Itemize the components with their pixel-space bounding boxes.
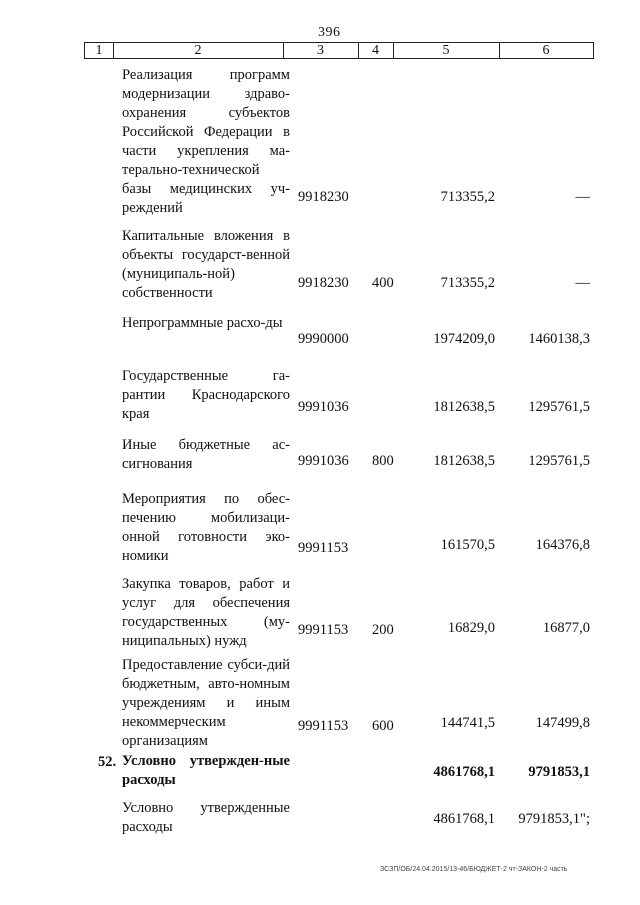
row-description: Государственные га-рантии Краснодарского края	[122, 368, 290, 422]
header-col-6: 6	[542, 43, 550, 58]
row-code: 9991153	[298, 540, 349, 556]
header-col-4: 4	[372, 43, 379, 58]
row-code: 9991153	[298, 622, 349, 638]
row-description: Иные бюджетные ас-сигнования	[122, 437, 290, 472]
row-year2-value: 1460138,3	[528, 331, 590, 347]
row-year2-value: 147499,8	[535, 715, 590, 731]
row-year1-value: 4861768,1	[433, 811, 495, 827]
table-row	[0, 575, 640, 655]
row-year2-value: 1295761,5	[528, 399, 590, 415]
row-year1-value: 1812638,5	[433, 453, 495, 469]
page-number: 396	[318, 25, 341, 40]
row-code: 9990000	[298, 331, 349, 347]
row-year1-value: 713355,2	[440, 189, 495, 205]
table-row	[0, 799, 640, 844]
row-expense-type: 800	[372, 453, 394, 469]
footer-file-path: ЗСЗП/ОБ/24.04.2015/13-46/БЮДЖЕТ-2 чт-ЗАКОН-2 часть	[380, 866, 568, 873]
row-description: Условно утвержденные расходы	[122, 800, 290, 835]
row-expense-type: 600	[372, 718, 394, 734]
row-number: 52.	[98, 754, 117, 770]
table-row	[0, 752, 640, 797]
row-year2-value: —	[575, 189, 590, 205]
row-year1-value: 1812638,5	[433, 399, 495, 415]
row-year2-value: 164376,8	[535, 537, 590, 553]
row-year1-value: 1974209,0	[433, 331, 495, 347]
row-description: Капитальные вложения в объекты государст-венной (муниципаль-ной) собственности	[122, 228, 290, 301]
row-description: Непрограммные расхо-ды	[122, 315, 283, 331]
table-row	[0, 367, 640, 431]
row-year1-value: 713355,2	[440, 275, 495, 291]
row-code: 9991036	[298, 453, 349, 469]
row-year2-value: 9791853,1";	[518, 811, 590, 827]
row-year2-value: —	[575, 275, 590, 291]
row-year1-value: 16829,0	[447, 620, 495, 636]
table-row	[0, 436, 640, 481]
row-expense-type: 200	[372, 622, 394, 638]
header-col-1: 1	[95, 43, 103, 58]
header-col-2: 2	[194, 43, 202, 58]
row-description: Предоставление субси-дий бюджетным, авто-номным учреждениям и иным некоммерческим организациям	[122, 657, 290, 749]
row-code: 9991036	[298, 399, 349, 415]
row-year2-value: 9791853,1	[528, 764, 590, 780]
row-expense-type: 400	[372, 275, 394, 291]
row-code: 9918230	[298, 189, 349, 205]
header-col-3: 3	[317, 43, 324, 58]
table-row	[0, 314, 640, 359]
row-description: Мероприятия по обес-печению мобилизаци-онной готовности эко-номики	[122, 491, 290, 564]
row-description: Закупка товаров, работ и услуг для обеспечения государственных (му-ниципальных) нужд	[122, 576, 290, 649]
header-col-5: 5	[442, 43, 450, 58]
row-year1-value: 161570,5	[440, 537, 495, 553]
table-row	[0, 66, 640, 216]
table-row	[0, 490, 640, 570]
table-row	[0, 656, 640, 749]
table-header-row	[84, 42, 594, 59]
row-year2-value: 16877,0	[542, 620, 590, 636]
row-description: Реализация программ модернизации здраво-охранения субъектов Российской Федерации в части укрепления ма-терально-технической базы медицинских уч-реждений	[122, 67, 290, 216]
row-year2-value: 1295761,5	[528, 453, 590, 469]
row-code: 9991153	[298, 718, 349, 734]
row-description: Условно утвержден-ные расходы	[122, 753, 290, 788]
table-row	[0, 227, 640, 307]
row-code: 9918230	[298, 275, 349, 291]
row-year1-value: 4861768,1	[433, 764, 495, 780]
row-year1-value: 144741,5	[440, 715, 495, 731]
